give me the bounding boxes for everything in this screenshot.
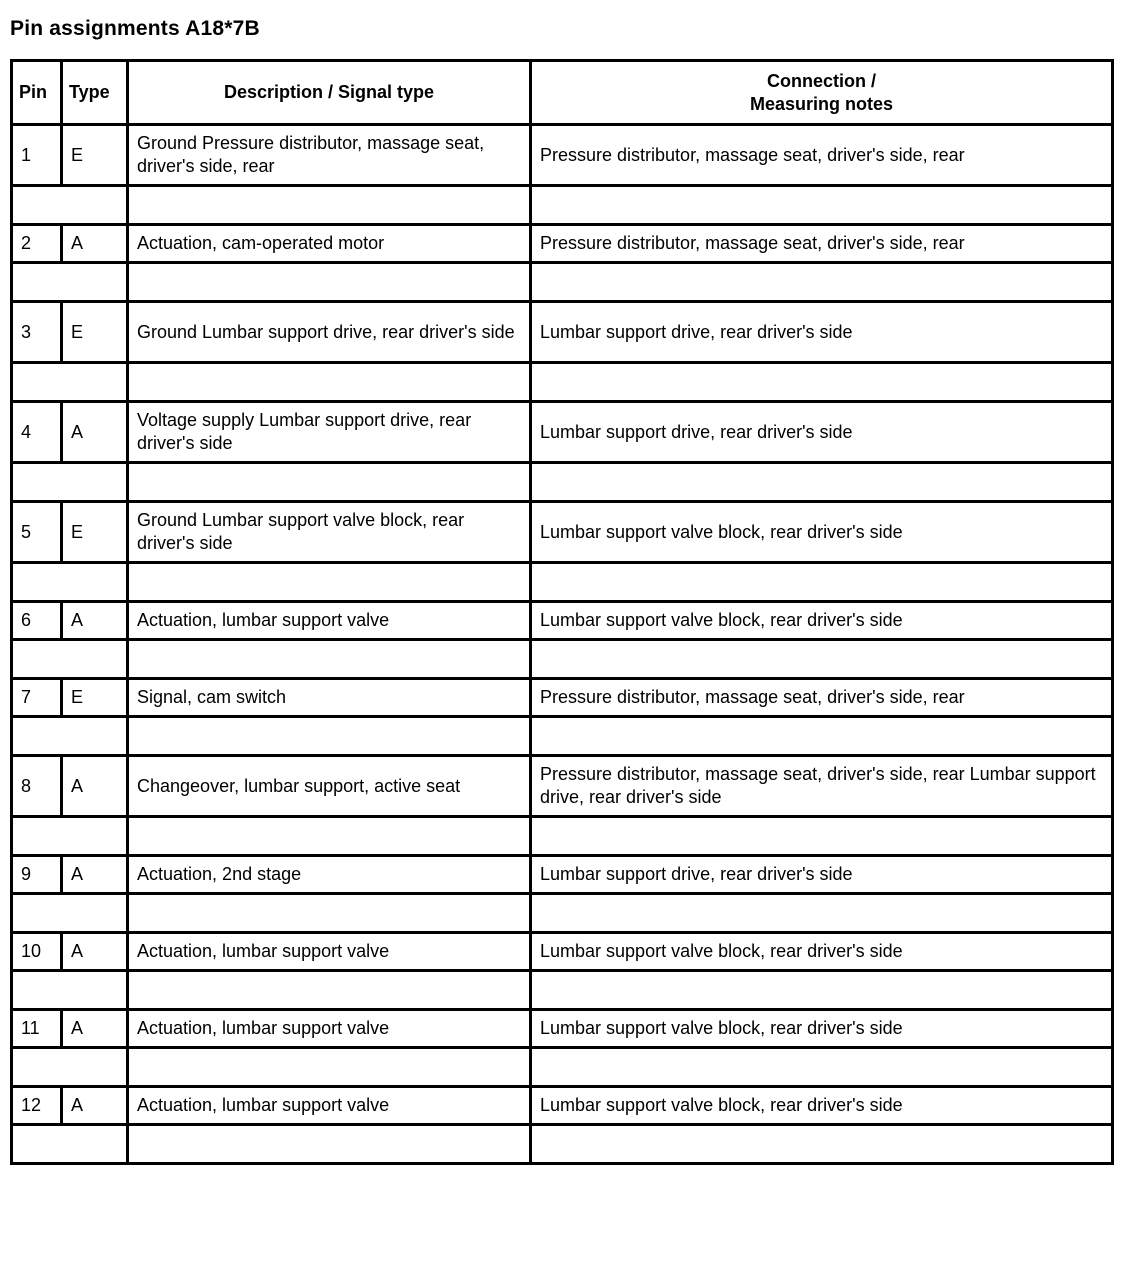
description-cell: Ground Pressure distributor, massage seat, driver's side, rear <box>128 125 531 186</box>
pin-cell: 12 <box>12 1087 62 1125</box>
table-spacer-row <box>12 563 1113 602</box>
table-spacer-row <box>12 363 1113 402</box>
table-row <box>12 933 1113 971</box>
spacer-cell-description <box>128 1125 531 1164</box>
pin-cell: 3 <box>12 302 62 363</box>
pin-cell: 2 <box>12 225 62 263</box>
connection-cell: Lumbar support drive, rear driver's side <box>531 402 1113 463</box>
spacer-cell-description <box>128 1048 531 1087</box>
connection-cell: Pressure distributor, massage seat, driver's side, rear <box>531 125 1113 186</box>
spacer-cell-connection <box>531 717 1113 756</box>
spacer-cell-description <box>128 640 531 679</box>
table-row <box>12 125 1113 186</box>
spacer-cell-description <box>128 894 531 933</box>
table-spacer-row <box>12 1125 1113 1164</box>
spacer-cell-pin-type <box>12 1125 128 1164</box>
table-row <box>12 602 1113 640</box>
spacer-cell-description <box>128 717 531 756</box>
spacer-cell-pin-type <box>12 263 128 302</box>
description-cell: Changeover, lumbar support, active seat <box>128 756 531 817</box>
spacer-cell-description <box>128 563 531 602</box>
table-row <box>12 679 1113 717</box>
spacer-cell-pin-type <box>12 186 128 225</box>
description-cell: Actuation, lumbar support valve <box>128 933 531 971</box>
type-cell: A <box>62 225 128 263</box>
type-cell: A <box>62 402 128 463</box>
table-spacer-row <box>12 186 1113 225</box>
spacer-cell-pin-type <box>12 717 128 756</box>
connection-cell: Pressure distributor, massage seat, driver's side, rear <box>531 679 1113 717</box>
pin-cell: 9 <box>12 856 62 894</box>
type-cell: E <box>62 679 128 717</box>
type-cell: E <box>62 502 128 563</box>
pin-cell: 8 <box>12 756 62 817</box>
description-cell: Ground Lumbar support valve block, rear driver's side <box>128 502 531 563</box>
connection-cell: Lumbar support drive, rear driver's side <box>531 856 1113 894</box>
spacer-cell-connection <box>531 563 1113 602</box>
pin-cell: 6 <box>12 602 62 640</box>
connection-cell: Lumbar support valve block, rear driver's side <box>531 1087 1113 1125</box>
table-row <box>12 402 1113 463</box>
table-row <box>12 1010 1113 1048</box>
type-cell: A <box>62 602 128 640</box>
page-title: Pin assignments A18*7B <box>10 17 260 40</box>
pin-cell: 7 <box>12 679 62 717</box>
table-spacer-row <box>12 717 1113 756</box>
pin-cell: 4 <box>12 402 62 463</box>
type-cell: A <box>62 856 128 894</box>
header-type: Type <box>62 61 128 125</box>
spacer-cell-connection <box>531 363 1113 402</box>
header-connection-line1: Connection / <box>767 70 876 91</box>
spacer-cell-description <box>128 971 531 1010</box>
table-spacer-row <box>12 640 1113 679</box>
connection-cell: Pressure distributor, massage seat, driver's side, rear <box>531 225 1113 263</box>
table-spacer-row <box>12 817 1113 856</box>
description-cell: Signal, cam switch <box>128 679 531 717</box>
spacer-cell-pin-type <box>12 894 128 933</box>
type-cell: E <box>62 302 128 363</box>
spacer-cell-pin-type <box>12 640 128 679</box>
connection-cell: Pressure distributor, massage seat, driver's side, rear Lumbar support drive, rear driver's side <box>531 756 1113 817</box>
table-spacer-row <box>12 894 1113 933</box>
spacer-cell-pin-type <box>12 817 128 856</box>
table-spacer-row <box>12 463 1113 502</box>
table-row <box>12 225 1113 263</box>
table-spacer-row <box>12 263 1113 302</box>
table-spacer-row <box>12 971 1113 1010</box>
description-cell: Actuation, cam-operated motor <box>128 225 531 263</box>
description-cell: Actuation, 2nd stage <box>128 856 531 894</box>
table-row <box>12 1087 1113 1125</box>
connection-cell: Lumbar support valve block, rear driver's side <box>531 933 1113 971</box>
spacer-cell-connection <box>531 463 1113 502</box>
table-row <box>12 502 1113 563</box>
pin-cell: 5 <box>12 502 62 563</box>
spacer-cell-description <box>128 263 531 302</box>
spacer-cell-description <box>128 363 531 402</box>
table-header-row <box>12 61 1113 125</box>
connection-cell: Lumbar support valve block, rear driver's side <box>531 1010 1113 1048</box>
connection-cell: Lumbar support valve block, rear driver's side <box>531 602 1113 640</box>
description-cell: Actuation, lumbar support valve <box>128 1010 531 1048</box>
description-cell: Voltage supply Lumbar support drive, rear driver's side <box>128 402 531 463</box>
spacer-cell-pin-type <box>12 363 128 402</box>
spacer-cell-connection <box>531 1048 1113 1087</box>
type-cell: A <box>62 1010 128 1048</box>
spacer-cell-pin-type <box>12 563 128 602</box>
table-row <box>12 756 1113 817</box>
connection-cell: Lumbar support valve block, rear driver's side <box>531 502 1113 563</box>
header-description: Description / Signal type <box>128 61 531 125</box>
spacer-cell-connection <box>531 640 1113 679</box>
spacer-cell-connection <box>531 894 1113 933</box>
spacer-cell-description <box>128 463 531 502</box>
table-spacer-row <box>12 1048 1113 1087</box>
spacer-cell-pin-type <box>12 463 128 502</box>
description-cell: Ground Lumbar support drive, rear driver's side <box>128 302 531 363</box>
header-connection <box>531 61 1113 125</box>
header-connection-line2: Measuring notes <box>749 93 894 114</box>
spacer-cell-pin-type <box>12 1048 128 1087</box>
type-cell: E <box>62 125 128 186</box>
pin-assignment-table <box>10 59 1114 1165</box>
pin-cell: 1 <box>12 125 62 186</box>
pin-cell: 11 <box>12 1010 62 1048</box>
header-pin: Pin <box>12 61 62 125</box>
description-cell: Actuation, lumbar support valve <box>128 1087 531 1125</box>
spacer-cell-description <box>128 186 531 225</box>
spacer-cell-connection <box>531 1125 1113 1164</box>
type-cell: A <box>62 933 128 971</box>
spacer-cell-connection <box>531 186 1113 225</box>
description-cell: Actuation, lumbar support valve <box>128 602 531 640</box>
table-row <box>12 302 1113 363</box>
pin-cell: 10 <box>12 933 62 971</box>
spacer-cell-connection <box>531 817 1113 856</box>
type-cell: A <box>62 756 128 817</box>
table-row <box>12 856 1113 894</box>
spacer-cell-connection <box>531 971 1113 1010</box>
connection-cell: Lumbar support drive, rear driver's side <box>531 302 1113 363</box>
spacer-cell-pin-type <box>12 971 128 1010</box>
spacer-cell-description <box>128 817 531 856</box>
spacer-cell-connection <box>531 263 1113 302</box>
type-cell: A <box>62 1087 128 1125</box>
